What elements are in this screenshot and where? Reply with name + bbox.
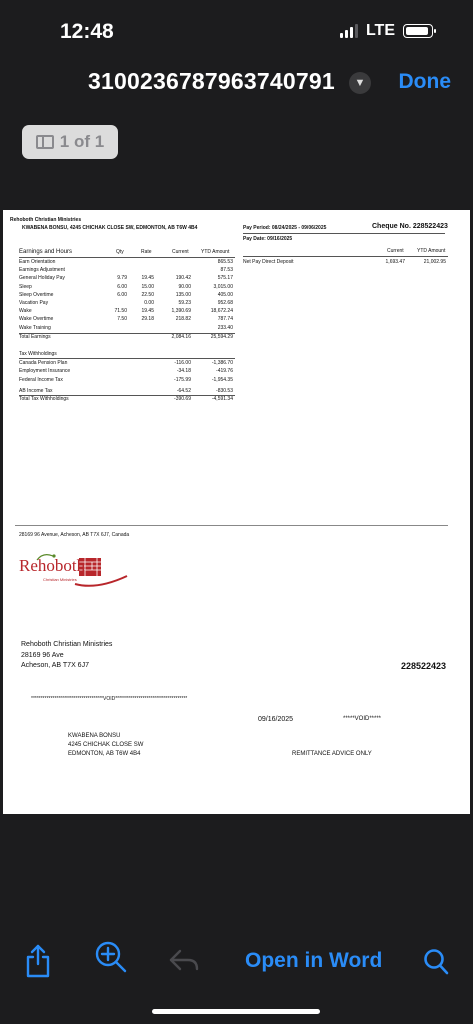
- earnings-name-cell: Sleep Overtime: [19, 291, 54, 298]
- earnings-qty-cell: 7.50: [117, 316, 127, 323]
- tax-current-cell: -34.18: [176, 368, 191, 374]
- tax-ytd-cell: -1,954.35: [211, 377, 233, 383]
- tax-ytd-cell: -830.53: [216, 388, 233, 394]
- share-icon[interactable]: [24, 944, 52, 983]
- rate-header: Rate: [141, 249, 152, 255]
- earnings-current-cell: 190.42: [175, 275, 191, 282]
- tax-current-cell: -175.99: [174, 377, 191, 383]
- earnings-name-cell: Earnings Adjustment: [19, 267, 65, 274]
- earnings-qty-cell: 6.00: [117, 283, 127, 290]
- earnings-rate-cell: 22.50: [141, 291, 154, 298]
- page-indicator-label: 1 of 1: [59, 132, 105, 151]
- earnings-current-cell: 218.82: [175, 316, 191, 323]
- remittance-label: REMITTANCE ADVICE ONLY: [292, 751, 372, 757]
- earnings-name-cell: Wake Overtime: [19, 316, 54, 323]
- undo-icon[interactable]: [168, 948, 200, 979]
- employee-line: KWABENA BONSU, 4245 CHICHAK CLOSE SW, EDMONTON, AB T6W 4B4: [22, 225, 198, 231]
- earnings-current-cell: 90.00: [178, 283, 191, 290]
- earnings-rate-cell: 19.45: [141, 275, 154, 282]
- total-earnings-current: 2,084.16: [171, 334, 191, 340]
- earnings-header: Earnings and Hours: [19, 249, 73, 255]
- earnings-rate-cell: 29.18: [141, 316, 154, 323]
- earnings-ytd-cell: 3,015.00: [213, 283, 233, 290]
- battery-icon: [403, 24, 433, 38]
- sidebar-icon: [36, 135, 54, 149]
- earnings-qty-cell: 71.50: [114, 308, 127, 315]
- network-type: LTE: [365, 22, 395, 39]
- payee-city: EDMONTON, AB T6W 4B4: [68, 751, 141, 757]
- status-time: 12:48: [60, 20, 114, 43]
- earnings-ytd-cell: 18,672.24: [210, 308, 233, 315]
- cheque-no: Cheque No. 228522423: [372, 223, 448, 230]
- deposit-ytd-header: YTD Amount: [417, 248, 446, 254]
- earnings-current-cell: 59.23: [178, 300, 191, 306]
- earnings-rate-cell: 0.00: [144, 300, 154, 306]
- cellular-signal-icon: [340, 24, 358, 38]
- tax-name-cell: AB Income Tax: [19, 388, 53, 394]
- payee-street: 4245 CHICHAK CLOSE SW: [68, 742, 144, 748]
- earnings-name-cell: Earn Orientation: [19, 259, 56, 265]
- earnings-ytd-cell: 233.40: [217, 324, 233, 331]
- payee-name: KWABENA BONSU: [68, 733, 121, 739]
- home-indicator: [152, 1009, 320, 1014]
- current-header: Current: [172, 249, 189, 255]
- earnings-name-cell: General Holiday Pay: [19, 275, 65, 282]
- search-icon[interactable]: [423, 948, 449, 981]
- done-button[interactable]: Done: [398, 70, 451, 93]
- earnings-ytd-cell: 952.68: [217, 300, 233, 306]
- tax-ytd-cell: -1,386.70: [211, 360, 233, 366]
- total-earnings-label: Total Earnings: [19, 334, 51, 340]
- qty-header: Qty: [116, 249, 124, 255]
- earnings-name-cell: Wake: [19, 308, 32, 315]
- tax-name-cell: Federal Income Tax: [19, 377, 63, 383]
- open-in-word-button[interactable]: Open in Word: [245, 949, 383, 972]
- deposit-ytd: 21,002.95: [423, 259, 446, 265]
- total-tax-current: -390.69: [174, 396, 191, 402]
- cheque-number: 228522423: [401, 661, 447, 671]
- document-title[interactable]: 31002367879637407​91: [88, 68, 335, 94]
- deposit-current-header: Current: [387, 248, 404, 254]
- total-earnings-ytd: 25,594.29: [210, 334, 233, 340]
- ytd-header: YTD Amount: [201, 249, 230, 255]
- bottom-toolbar: [0, 940, 473, 986]
- earnings-name-cell: Sleep: [19, 283, 32, 290]
- employer-name: Rehoboth Christian Ministries: [10, 217, 82, 223]
- earnings-name-cell: Wake Training: [19, 324, 51, 331]
- tax-ytd-cell: -419.76: [216, 368, 233, 374]
- remit-city: Acheson, AB T7X 6J7: [21, 662, 89, 669]
- pay-date: Pay Date: 09/16/2025: [243, 236, 293, 242]
- tax-name-cell: Employment Insurance: [19, 368, 71, 374]
- earnings-name-cell: Vacation Pay: [19, 300, 49, 306]
- earnings-ytd-cell: 575.17: [217, 275, 233, 282]
- tax-header: Tax Withholdings: [19, 351, 57, 357]
- earnings-ytd-cell: 87.53: [220, 267, 233, 274]
- remit-street: 28169 96 Ave: [21, 652, 64, 659]
- earnings-qty-cell: 6.00: [117, 291, 127, 298]
- company-address: 28169 96 Avenue, Acheson, AB T7X 6J7, Canada: [19, 532, 130, 538]
- earnings-ytd-cell: 865.53: [217, 259, 233, 265]
- pay-stub-document: [3, 210, 470, 814]
- pay-period: Pay Period: 08/24/2025 - 09/06/2025: [243, 225, 327, 231]
- total-tax-label: Total Tax Withholdings: [19, 396, 69, 402]
- earnings-qty-cell: 9.79: [117, 275, 127, 282]
- remit-name: Rehoboth Christian Ministries: [21, 641, 113, 648]
- deposit-current: 1,693.47: [385, 259, 405, 265]
- earnings-ytd-cell: 787.74: [217, 316, 233, 323]
- page-indicator[interactable]: [22, 125, 118, 159]
- total-tax-ytd: -4,591.34: [211, 396, 233, 402]
- zoom-in-icon[interactable]: [94, 940, 128, 979]
- earnings-current-cell: 135.00: [175, 291, 191, 298]
- earnings-rate-cell: 15.00: [141, 283, 154, 290]
- logo-subtext: Christian Ministries: [43, 577, 77, 582]
- cheque-date: 09/16/2025: [258, 716, 294, 723]
- logo-text: Rehoboth: [19, 556, 86, 575]
- tax-current-cell: -64.52: [176, 388, 191, 394]
- chevron-down-icon[interactable]: ▼: [349, 72, 371, 94]
- status-indicators: [340, 22, 433, 40]
- tax-current-cell: -116.00: [174, 360, 191, 366]
- earnings-current-cell: 1,390.69: [171, 308, 191, 315]
- earnings-ytd-cell: 405.00: [217, 291, 233, 298]
- tax-name-cell: Canada Pension Plan: [19, 360, 68, 366]
- void-amount: *****VOID*****: [343, 716, 382, 722]
- deposit-label: Net Pay Direct Deposit: [243, 259, 294, 265]
- earnings-rate-cell: 19.45: [141, 308, 154, 315]
- void-line: *************************************VOID*************************************: [31, 696, 188, 702]
